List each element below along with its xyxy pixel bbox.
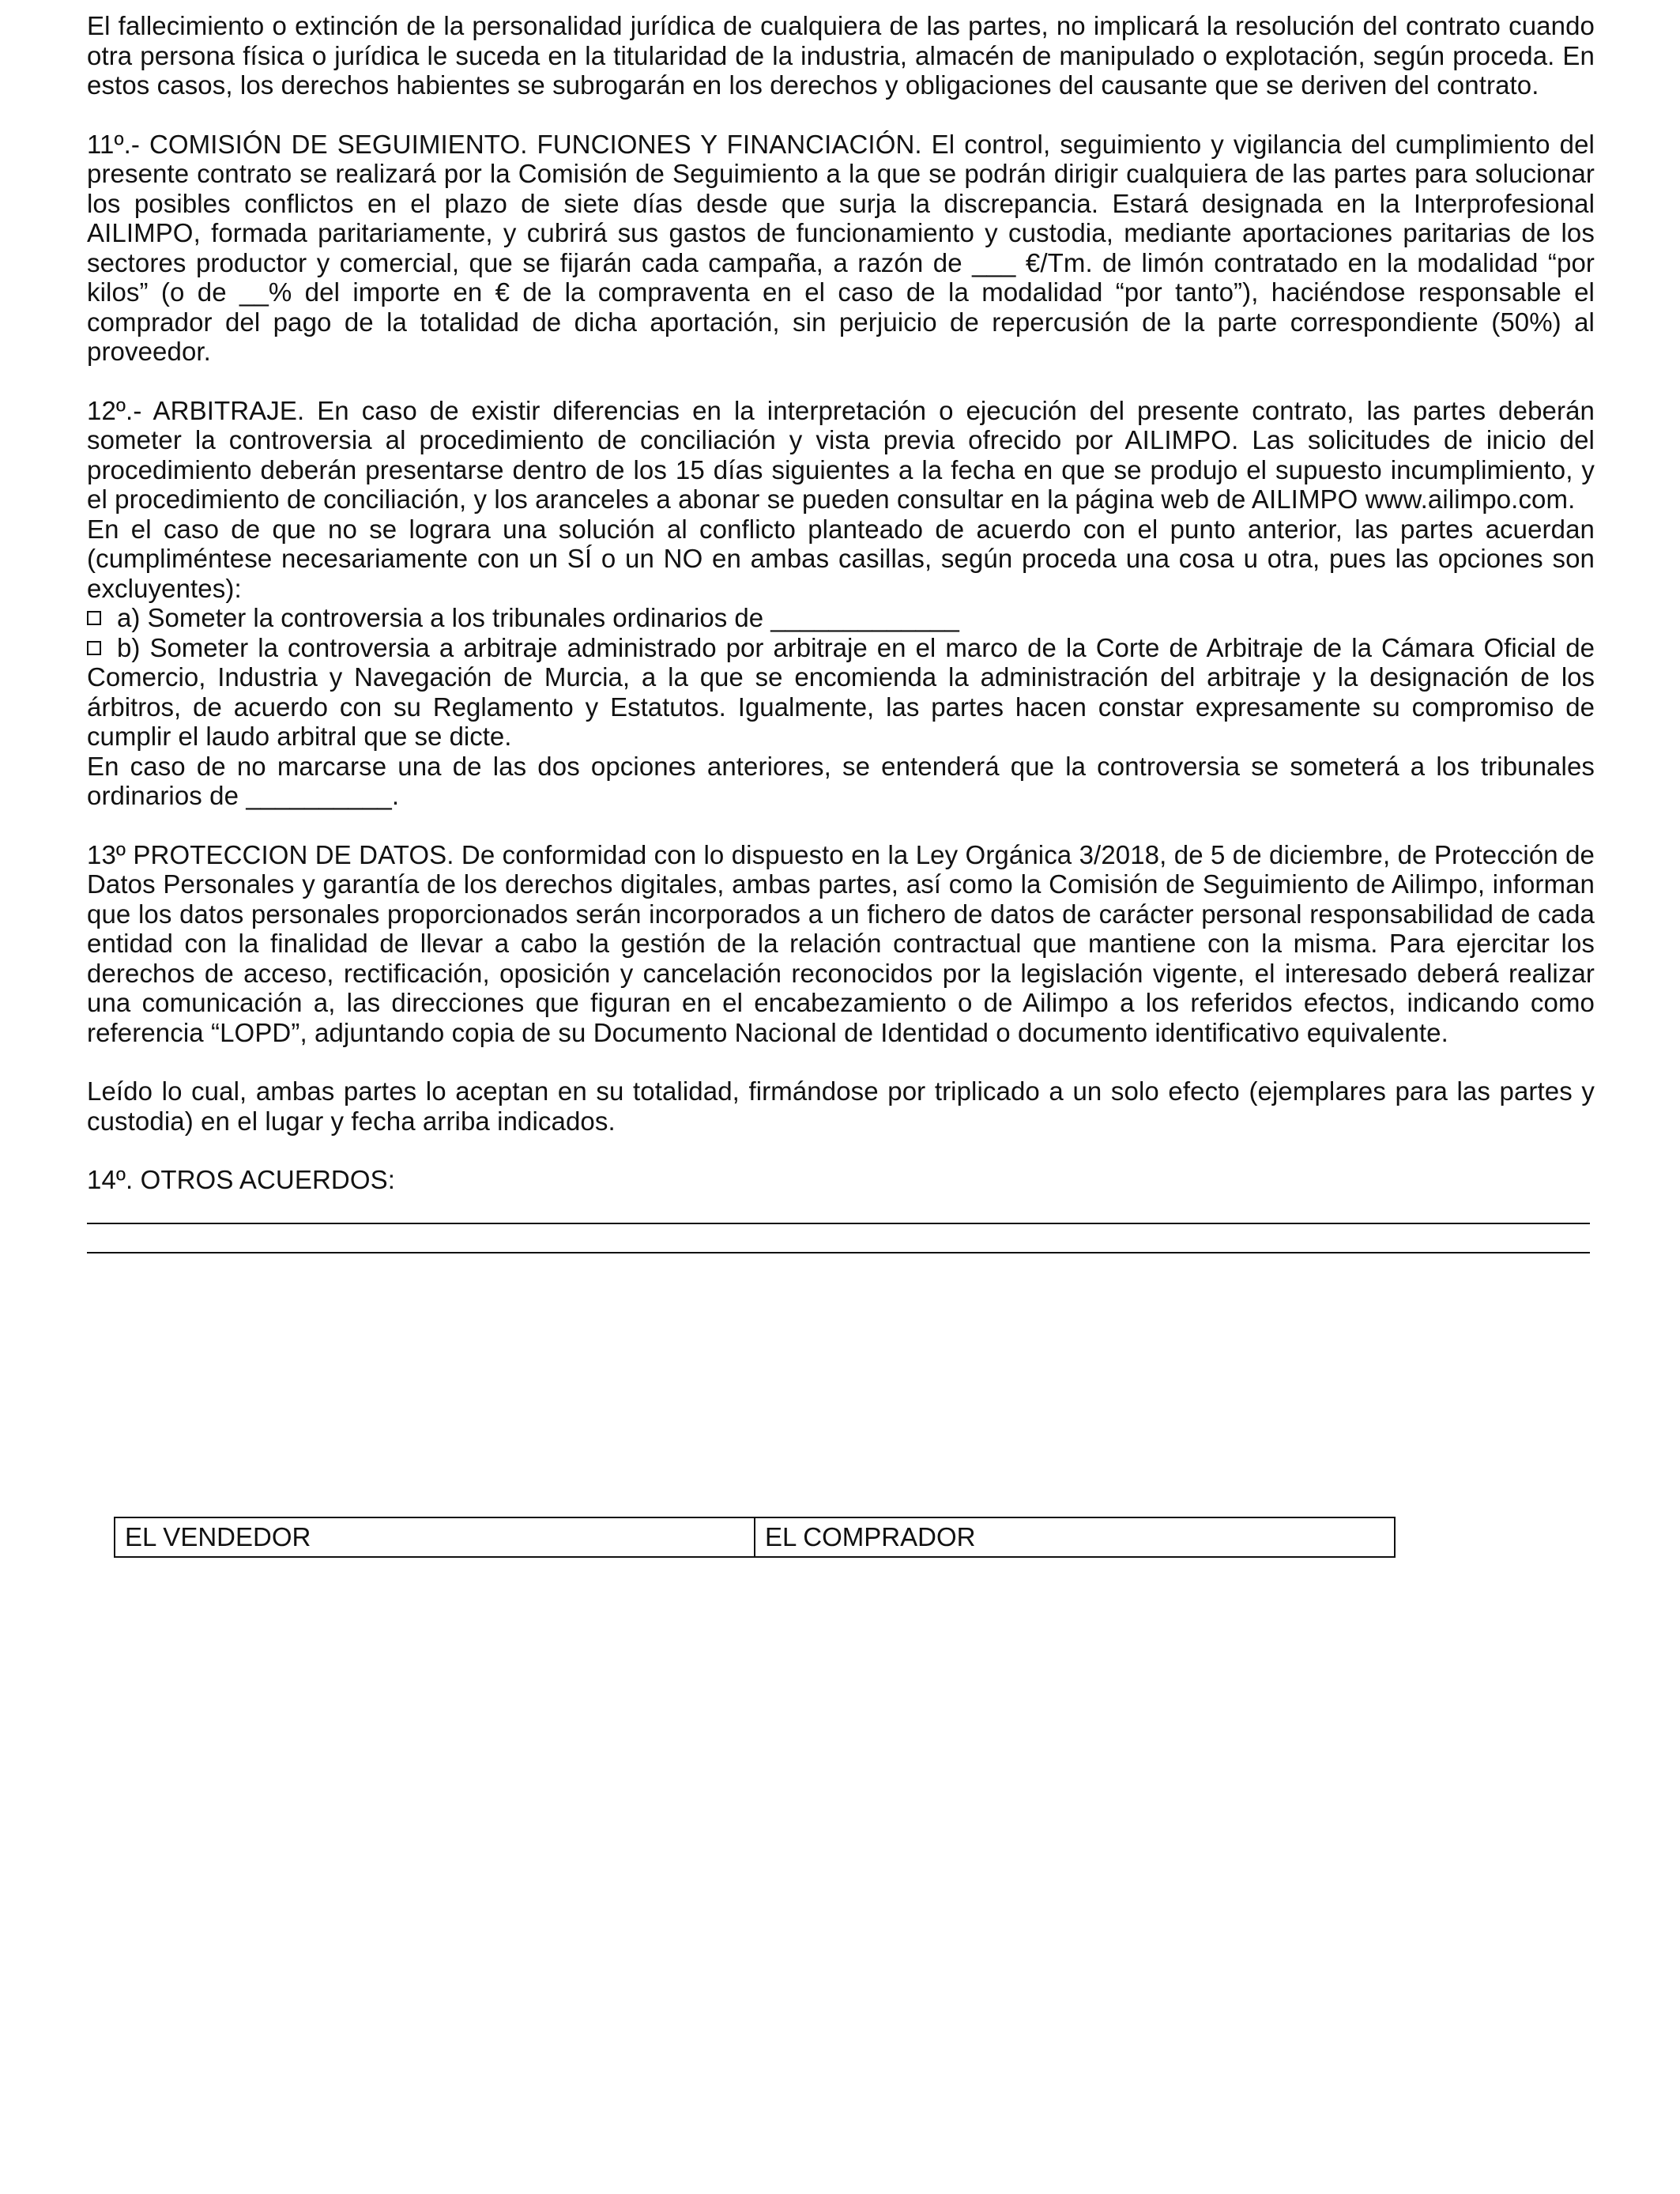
closing-statement: Leído lo cual, ambas partes lo aceptan en su totalidad, firmándose por triplicado a un solo efecto (ejemplares para las partes y custodia) en el lugar y fecha arriba indicados. [87,1076,1595,1136]
other-agreements-line-1[interactable] [87,1195,1590,1224]
clause-13-data-protection: 13º PROTECCION DE DATOS. De conformidad con lo dispuesto en la Ley Orgánica 3/2018, de 5 de diciembre, de Protección de Datos Personales y garantía de los derechos digitales, ambas partes, así como la Comisión de Seguimiento de Ailimpo, informan que los datos personales proporcionados serán incorporados a un fichero de datos de carácter personal responsabilidad de cada entidad con la finalidad de llevar a cabo la gestión de la relación contractual que mantiene con la misma. Para ejercitar los derechos de acceso, rectificación, oposición y cancelación reconocidos por la legislación vigente, el interesado deberá realizar una comunicación a, las direcciones que figuran en el encabezamiento o de Ailimpo a los referidos efectos, indicando como referencia “LOPD”, adjuntando copia de su Documento Nacional de Identidad o documento identificativo equivalente. [87,839,1595,1047]
option-b-text: b) Someter la controversia a arbitraje administrado por arbitraje en el marco de la Corte de Arbitraje de la Cámara Oficial de Comercio, Industria y Navegación de Murcia, a la que se encomienda la administración del arbitraje y la designación de los árbitros, de acuerdo con su Reglamento y Estatutos. Igualmente, las partes hacen constar expresamente su compromiso de cumplir el laudo arbitral que se dicte. [87,632,1595,751]
option-a-checkbox[interactable] [87,611,101,625]
spacer [87,1047,1595,1076]
option-a-line [87,603,1595,633]
clause-12-options-intro: En el caso de que no se lograra una solución al conflicto planteado de acuerdo con el punto anterior, las partes acuerdan (cumpliméntese necesariamente con un SÍ o un NO en ambas casillas, según proceda una cosa u otra, pues las opciones son excluyentes): [87,514,1595,603]
spacer [87,811,1595,840]
option-b-line [87,633,1595,752]
signature-table [114,1517,1396,1558]
spacer [87,367,1595,396]
succession-clause: El fallecimiento o extinción de la personalidad jurídica de cualquiera de las partes, no implicará la resolución del contrato cuando otra persona física o jurídica le suceda en la titularidad de la industria, almacén de manipulado o explotación, según proceda. En estos casos, los derechos habientes se subrogarán en los derechos y obligaciones del causante que se deriven del contrato. [87,11,1595,100]
clause-14-title: 14º. OTROS ACUERDOS: [87,1165,395,1194]
option-a-text: a) Someter la controversia a los tribunales ordinarios de _____________ [117,603,959,632]
clause-12-default: En caso de no marcarse una de las dos opciones anteriores, se entenderá que la controversia se someterá a los tribunales ordinarios de __________. [87,751,1595,810]
other-agreements-line-2[interactable] [87,1224,1590,1253]
seller-signature-cell[interactable]: EL VENDEDOR [115,1517,755,1557]
clause-11-monitoring-committee: 11º.- COMISIÓN DE SEGUIMIENTO. FUNCIONES Y FINANCIACIÓN. El control, seguimiento y vigilancia del cumplimiento del presente contrato se realizará por la Comisión de Seguimiento a la que se podrán dirigir cualquiera de las partes para solucionar los posibles conflictos en el plazo de siete días desde que surja la discrepancia. Estará designada en la Interprofesional AILIMPO, formada paritariamente, y cubrirá sus gastos de funcionamiento y custodia, mediante aportaciones paritarias de los sectores productor y comercial, que se fijarán cada campaña, a razón de ___ €/Tm. de limón contratado en la modalidad “por kilos” (o de __% del importe en € de la compraventa en el caso de la modalidad “por tanto”), haciéndose responsable el comprador del pago de la totalidad de dicha aportación, sin perjuicio de repercusión de la parte correspondiente (50%) al proveedor. [87,129,1595,366]
buyer-signature-cell[interactable]: EL COMPRADOR [755,1517,1395,1557]
clause-12-arbitration: 12º.- ARBITRAJE. En caso de existir diferencias en la interpretación o ejecución del presente contrato, las partes deberán someter la controversia al procedimiento de conciliación y vista previa ofrecido por AILIMPO. Las solicitudes de inicio del procedimiento deberán presentarse dentro de los 15 días siguientes a la fecha en que se produjo el supuesto incumplimiento, y el procedimiento de conciliación, y los aranceles a abonar se pueden consultar en la página web de AILIMPO www.ailimpo.com. [87,395,1595,514]
spacer [87,100,1595,130]
signature-row [115,1517,1395,1557]
document-page [87,11,1595,1253]
option-b-checkbox[interactable] [87,641,101,655]
spacer [87,1136,1595,1165]
